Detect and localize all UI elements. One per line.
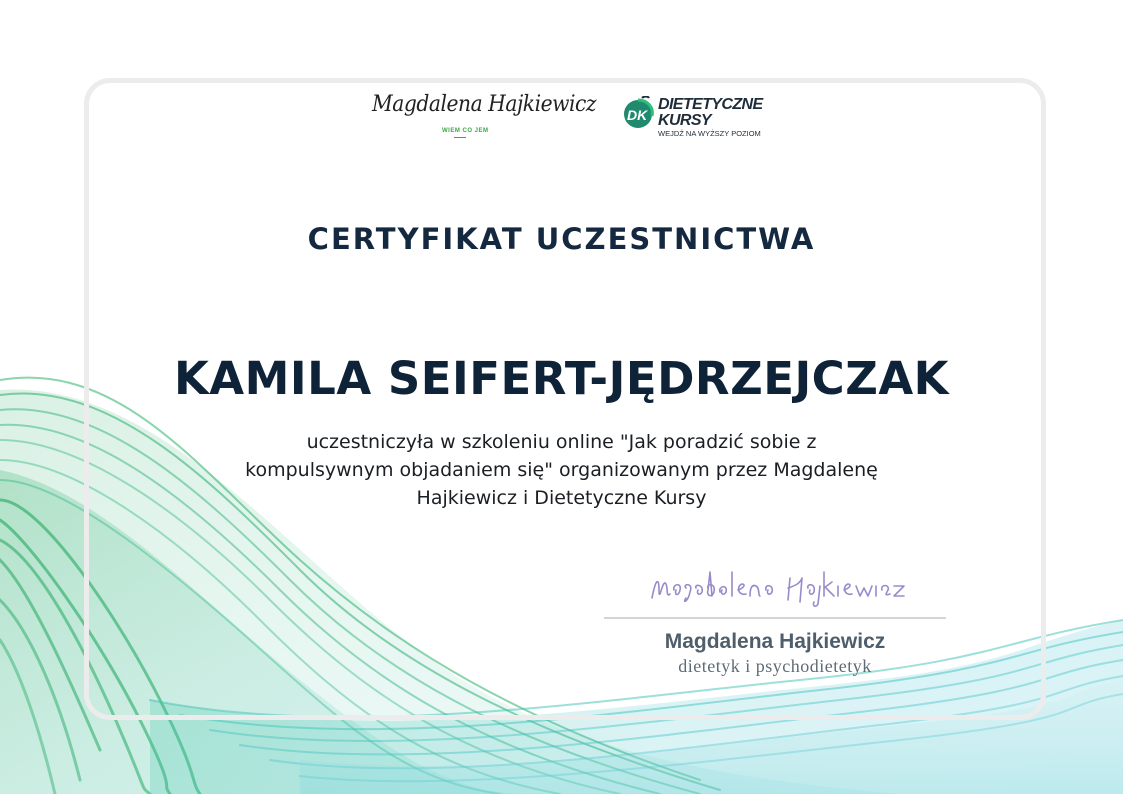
signer-name: Magdalena Hajkiewicz — [664, 630, 886, 653]
handwritten-signature — [648, 558, 908, 614]
logo-script-text: Magdalena Hajkiewicz — [372, 92, 597, 117]
logo-row — [0, 88, 1123, 148]
dk-logo-line1: DIETETYCZNE — [658, 96, 763, 113]
signature-line — [604, 617, 946, 619]
participant-name: KAMILA SEIFERT-JĘDRZEJCZAK — [173, 352, 950, 405]
dk-mark-text: DK — [627, 107, 648, 123]
tagline-underline — [454, 137, 466, 138]
certificate-title: CERTYFIKAT UCZESTNICTWA — [307, 222, 816, 256]
dk-logo-tagline: WEJDŹ NA WYŻSZY POZIOM — [658, 129, 761, 138]
dk-logo-line2: KURSY — [658, 112, 712, 129]
signer-role: dietetyk i psychodietetyk — [678, 656, 872, 676]
logo-tagline: WIEM CO JEM — [442, 128, 489, 134]
certificate-description: uczestniczyła w szkoleniu online "Jak poradzić sobie z kompulsywnym objadaniem się" organizowanym przez Magdalenę Hajkiewicz i Dietetyczne Kursy — [245, 431, 878, 509]
signature-text-hidden: Magdalena Hajkiewicz — [648, 558, 658, 559]
dk-logo-icon — [622, 96, 656, 130]
dietetyczne-kursy-logo — [620, 92, 770, 144]
magdalena-hajkiewicz-logo — [368, 88, 597, 144]
